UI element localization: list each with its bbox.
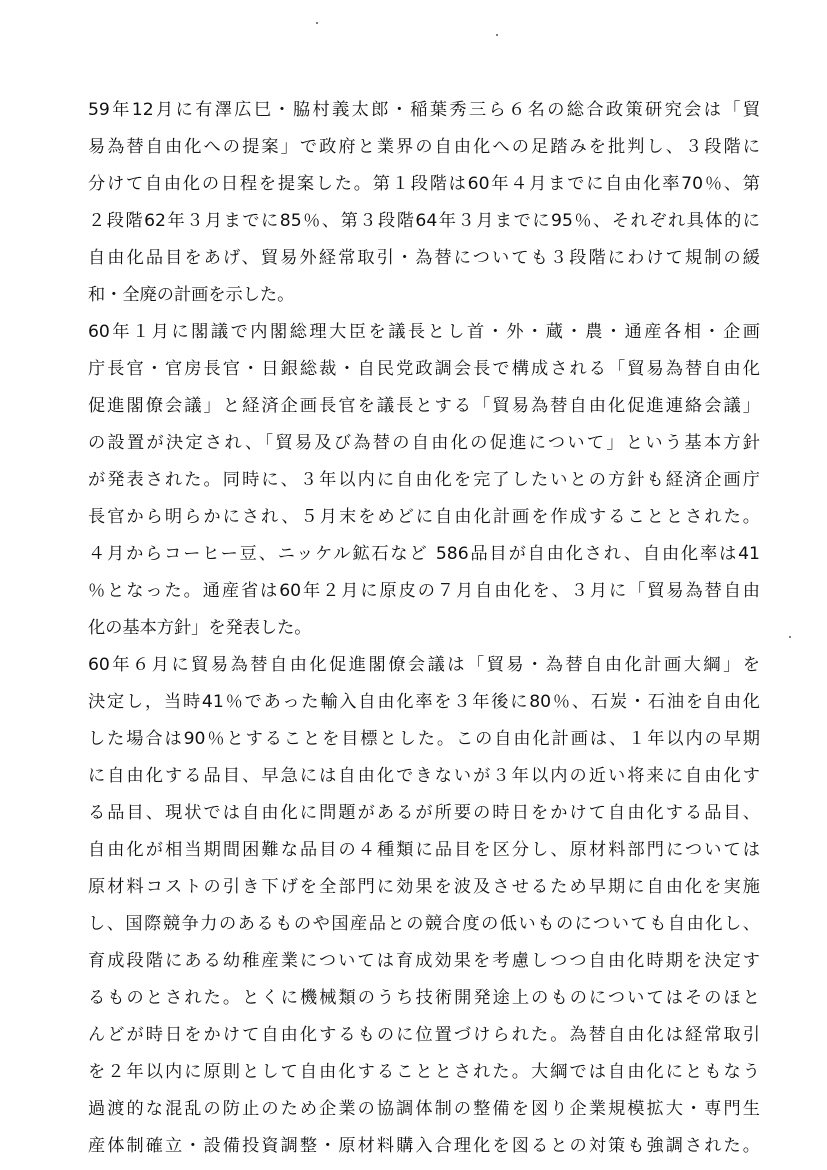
text-line: ２段階62年３月までに85％、第３段階64年３月までに95％、それぞれ具体的に	[88, 211, 760, 231]
text-line: 化の基本方針」を発表した。	[88, 618, 312, 638]
scan-speck	[316, 22, 318, 24]
text-line: し、国際競争力のあるものや国産品との競合度の低いものについても自由化し、	[88, 914, 760, 934]
text-line: 原材料コストの引き下げを全部門に効果を波及させるため早期に自由化を実施	[88, 877, 760, 897]
text-line: 自由化品目をあげ、貿易外経常取引・為替についても３段階にわけて規制の緩	[88, 248, 760, 268]
text-line: るものとされた。とくに機械類のうち技術開発途上のものについてはそのほと	[88, 988, 760, 1008]
text-line: んどが時日をかけて自由化するものに位置づけられた。為替自由化は経常取引	[88, 1025, 760, 1045]
text-line: 自由化が相当期間困難な品目の４種類に品目を区分し、原材料部門については	[88, 840, 760, 860]
text-line: した場合は90％とすることを目標とした。この自由化計画は、１年以内の早期	[88, 729, 760, 749]
text-line: 決定し，当時41％であった輸入自由化率を３年後に80％、石炭・石油を自由化	[88, 692, 760, 712]
scan-speck	[496, 34, 498, 36]
text-line: 庁長官・官房長官・日銀総裁・自民党政調会長で構成される「貿易為替自由化	[88, 359, 760, 379]
text-line: る品目、現状では自由化に問題があるが所要の時日をかけて自由化する品目、	[88, 803, 760, 823]
text-line: を２年以内に原則として自由化することとされた。大綱では自由化にともなう	[88, 1062, 760, 1082]
text-line: 59年12月に有澤広巳・脇村義太郎・稲葉秀三ら６名の総合政策研究会は「貿	[88, 100, 760, 120]
text-line: ４月からコーヒー豆、ニッケル鉱石など 586品目が自由化され、自由化率は41	[88, 544, 760, 564]
text-line: 易為替自由化への提案」で政府と業界の自由化への足踏みを批判し、３段階に	[88, 137, 760, 157]
text-line: 60年６月に貿易為替自由化促進閣僚会議は「貿易・為替自由化計画大綱」を	[88, 655, 760, 675]
text-line: 育成段階にある幼稚産業については育成効果を考慮しつつ自由化時期を決定す	[88, 951, 760, 971]
text-line: 産体制確立・設備投資調整・原材料購入合理化を図るとの対策も強調された。	[88, 1136, 760, 1156]
text-line: 促進閣僚会議」と経済企画長官を議長とする「貿易為替自由化促進連絡会議」	[88, 396, 760, 416]
text-line: 和・全廃の計画を示した。	[88, 285, 295, 305]
text-line: 60年１月に閣議で内閣総理大臣を議長とし首・外・蔵・農・通産各相・企画	[88, 322, 760, 342]
text-line: 分けて自由化の日程を提案した。第１段階は60年４月までに自由化率70％、第	[88, 174, 760, 194]
scan-speck	[789, 636, 791, 638]
text-line: 過渡的な混乱の防止のため企業の協調体制の整備を図り企業規模拡大・専門生	[88, 1099, 760, 1119]
text-line: に自由化する品目、早急には自由化できないが３年以内の近い将来に自由化す	[88, 766, 760, 786]
text-line: 長官から明らかにされ、５月末をめどに自由化計画を作成することとされた。	[88, 507, 760, 527]
text-line: が発表された。同時に、３年以内に自由化を完了したいとの方針も経済企画庁	[88, 470, 760, 490]
text-line: ％となった。通産省は60年２月に原皮の７月自由化を、３月に「貿易為替自由	[88, 581, 760, 601]
text-line: の設置が決定され、「貿易及び為替の自由化の促進について」という基本方針	[88, 433, 760, 453]
